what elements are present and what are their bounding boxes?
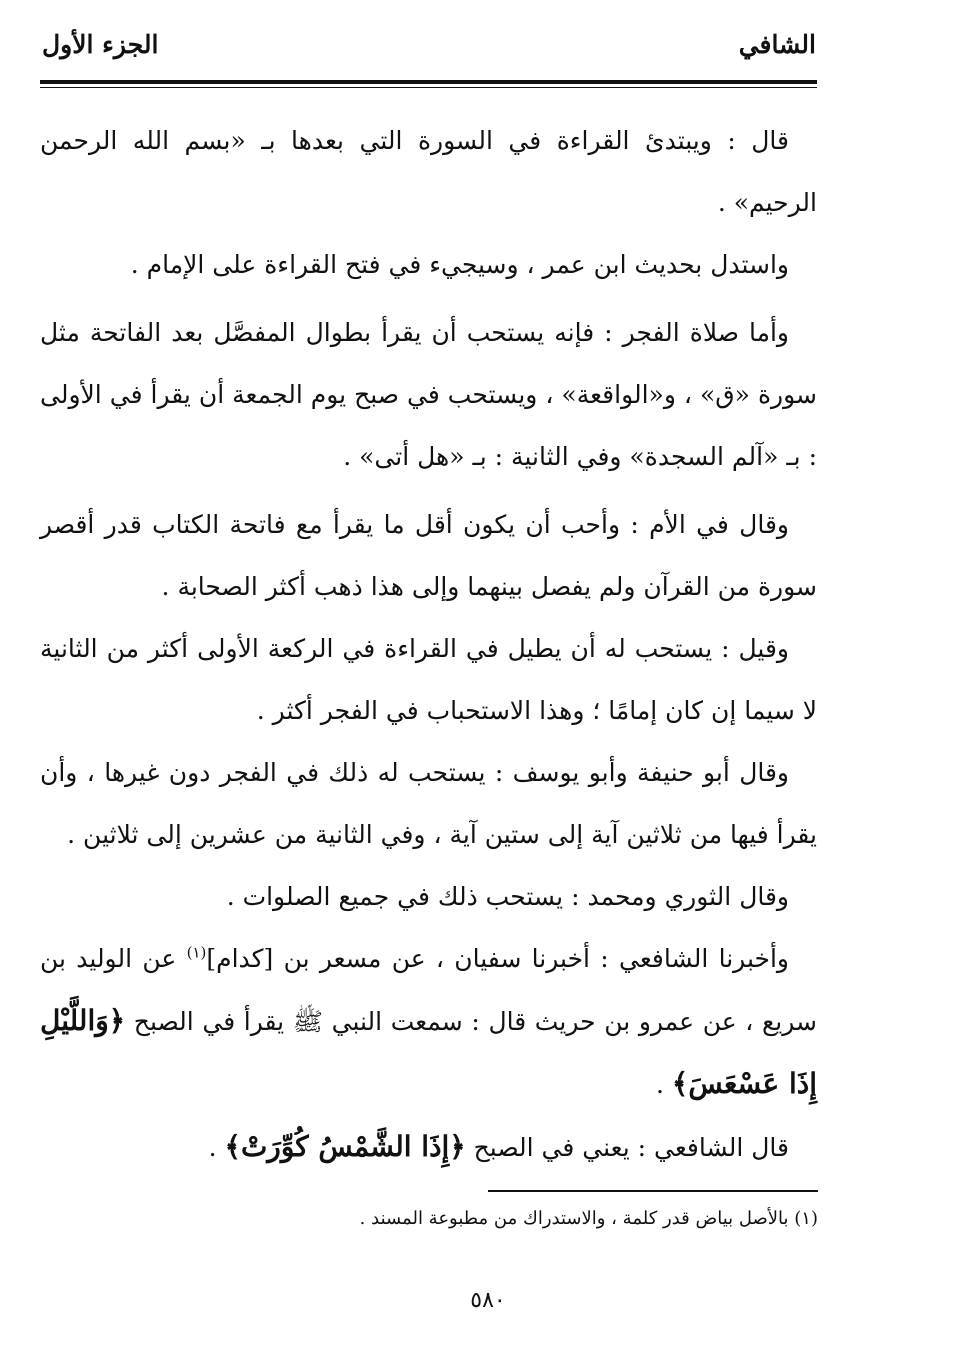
paragraph: وأما صلاة الفجر : فإنه يستحب أن يقرأ بطوال المفصَّل بعد الفاتحة مثل سورة «ق» ، و«الواقعة» ، ويستحب في صبح يوم الجمعة أن يقرأ في الأولى : بـ «آلم السجدة» وفي الثانية : بـ «هل أتى» .	[40, 318, 817, 471]
paragraph: واستدل بحديث ابن عمر ، وسيجيء في فتح القراءة على الإمام .	[130, 250, 789, 279]
paragraph: وقال أبو حنيفة وأبو يوسف : يستحب له ذلك في الفجر دون غيرها ، وأن يقرأ فيها من ثلاثين آية إلى ستين آية ، وفي الثانية من عشرين إلى ثلاثين .	[40, 758, 817, 849]
paragraph: وقال الثوري ومحمد : يستحب ذلك في جميع الصلوات .	[226, 882, 789, 911]
paragraph: قال الشافعي : يعني في الصبح ﴿إِذَا الشَّمْسُ كُوِّرَتْ﴾ .	[208, 1130, 789, 1163]
footnote-separator	[488, 1190, 818, 1192]
quran-verse: ﴿وَاللَّيْلِ إِذَا عَسْعَسَ﴾	[40, 1004, 817, 1100]
running-header-book-title: الشافي	[738, 30, 816, 59]
header-rule-thick	[40, 80, 817, 84]
header-rule-thin	[40, 87, 817, 88]
running-header-volume: الجزء الأول	[42, 30, 159, 59]
paragraph: قال : ويبتدئ القراءة في السورة التي بعدها بـ «بسم الله الرحمن الرحيم» .	[40, 126, 817, 217]
paragraph: وقيل : يستحب له أن يطيل في القراءة في الركعة الأولى أكثر من الثانية لا سيما إن كان إمامًا ؛ وهذا الاستحباب في الفجر أكثر .	[40, 634, 817, 725]
quran-verse: ﴿إِذَا الشَّمْسُ كُوِّرَتْ﴾	[224, 1130, 466, 1163]
page-number: ٥٨٠	[470, 1288, 506, 1313]
paragraph: وأخبرنا الشافعي : أخبرنا سفيان ، عن مسعر بن [كدام]$^{(١)}$ عن الوليد بن سريع ، عن عمرو بن حريث قال : سمعت النبي ﷺ يقرأ في الصبح ﴿وَاللَّيْلِ إِذَا عَسْعَسَ﴾ .	[40, 943, 817, 1100]
paragraph: وقال في الأم : وأحب أن يكون أقل ما يقرأ مع فاتحة الكتاب قدر أقصر سورة من القرآن ولم يفصل بينهما وإلى هذا ذهب أكثر الصحابة .	[40, 510, 817, 601]
footnote-marker[interactable]: (١)	[186, 943, 207, 962]
footnote: (١) بالأصل بياض قدر كلمة ، والاستدراك من مطبوعة المسند .	[359, 1208, 818, 1229]
main-text	[40, 110, 817, 1179]
